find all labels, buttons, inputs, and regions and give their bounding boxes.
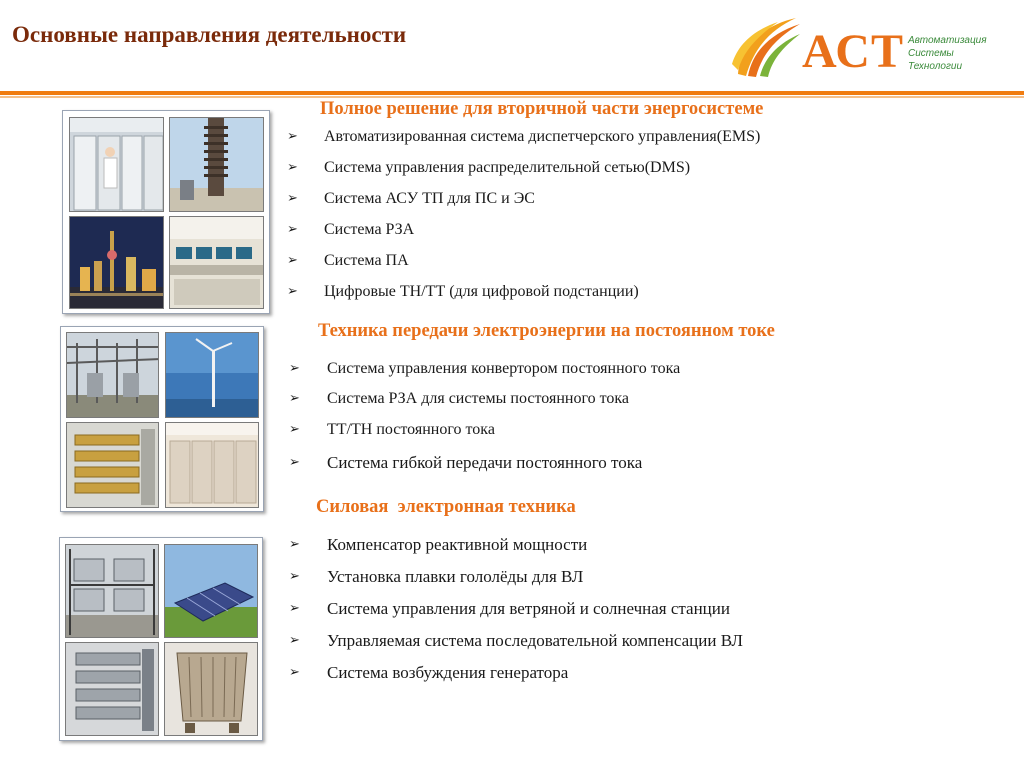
- bullet-arrow-icon: ➢: [287, 191, 298, 206]
- bullet-arrow-icon: ➢: [287, 160, 298, 175]
- list-item-text: Система возбуждения генератора: [327, 663, 569, 682]
- section-2-title: Техника передачи электроэнергии на постоянном токе: [318, 321, 775, 341]
- svc-structure-photo: [65, 544, 159, 638]
- bullet-arrow-icon: ➢: [287, 253, 298, 268]
- bullet-arrow-icon: ➢: [289, 569, 300, 584]
- list-item-text: Система АСУ ТП для ПС и ЭС: [324, 190, 535, 207]
- section-1-photo-panel: [62, 110, 270, 314]
- list-item-text: Система управления для ветряной и солнечная станции: [327, 599, 730, 618]
- section-2-list: [289, 360, 929, 480]
- substation-photo: [66, 332, 159, 418]
- header-divider-light: [0, 96, 1024, 98]
- bullet-arrow-icon: ➢: [287, 222, 298, 237]
- logo-tagline: [908, 34, 1018, 73]
- list-item-text: Система гибкой передачи постоянного тока: [327, 453, 643, 472]
- page-title: Основные направления деятельности: [12, 22, 407, 47]
- city-night-photo: [69, 216, 164, 309]
- bullet-arrow-icon: ➢: [289, 665, 300, 680]
- bullet-arrow-icon: ➢: [289, 361, 300, 376]
- header-divider: [0, 91, 1024, 95]
- list-item-text: ТТ/ТН постоянного тока: [327, 421, 495, 438]
- section-1-title: Полное решение для вторичной части энергосистеме: [320, 99, 764, 119]
- list-item-text: Автоматизированная система диспетчерского управления(EMS): [324, 128, 761, 145]
- logo-tagline-line: Технологии: [908, 61, 962, 72]
- section-2-photo-panel: [60, 326, 264, 512]
- list-item-text: Управляемая система последовательной компенсации ВЛ: [327, 631, 743, 650]
- logo-swoosh-icon: [730, 14, 802, 80]
- list-item-text: Система РЗА для системы постоянного тока: [327, 390, 630, 407]
- list-item-text: Установка плавки гололёды для ВЛ: [327, 567, 584, 586]
- bullet-arrow-icon: ➢: [289, 633, 300, 648]
- logo-tagline-line: Системы: [908, 48, 954, 59]
- section-1-list: [287, 128, 927, 308]
- company-logo: [730, 14, 1020, 84]
- bullet-arrow-icon: ➢: [287, 284, 298, 299]
- section-3-title: Силовая электронная техника: [316, 497, 576, 517]
- bullet-arrow-icon: ➢: [289, 601, 300, 616]
- section-3-list: [289, 535, 929, 695]
- list-item-text: Компенсатор реактивной мощности: [327, 535, 588, 554]
- bullet-arrow-icon: ➢: [289, 455, 300, 470]
- section-3-photo-panel: [59, 537, 263, 741]
- list-item-text: Система управления распределительной сетью(DMS): [324, 159, 691, 176]
- list-item-text: Система РЗА: [324, 221, 415, 238]
- logo-tagline-line: Автоматизация: [908, 35, 987, 46]
- solar-panel-photo: [164, 544, 258, 638]
- server-room-photo: [69, 117, 164, 212]
- valve-hall-photo: [66, 422, 159, 508]
- cabinet-row-photo: [165, 422, 259, 508]
- list-item-text: Система управления конвертором постоянного тока: [327, 360, 681, 377]
- control-room-photo: [169, 216, 264, 309]
- list-item-text: Цифровые ТН/ТТ (для цифровой подстанции): [324, 283, 639, 300]
- bullet-arrow-icon: ➢: [287, 129, 298, 144]
- logo-wordmark: АСТ: [802, 25, 904, 78]
- bullet-arrow-icon: ➢: [289, 537, 300, 552]
- bullet-arrow-icon: ➢: [289, 422, 300, 437]
- list-item-text: Система ПА: [324, 252, 409, 269]
- thyristor-stack-photo: [65, 642, 159, 736]
- reactor-unit-photo: [164, 642, 258, 736]
- insulator-photo: [169, 117, 264, 212]
- bullet-arrow-icon: ➢: [289, 391, 300, 406]
- wind-turbine-photo: [165, 332, 259, 418]
